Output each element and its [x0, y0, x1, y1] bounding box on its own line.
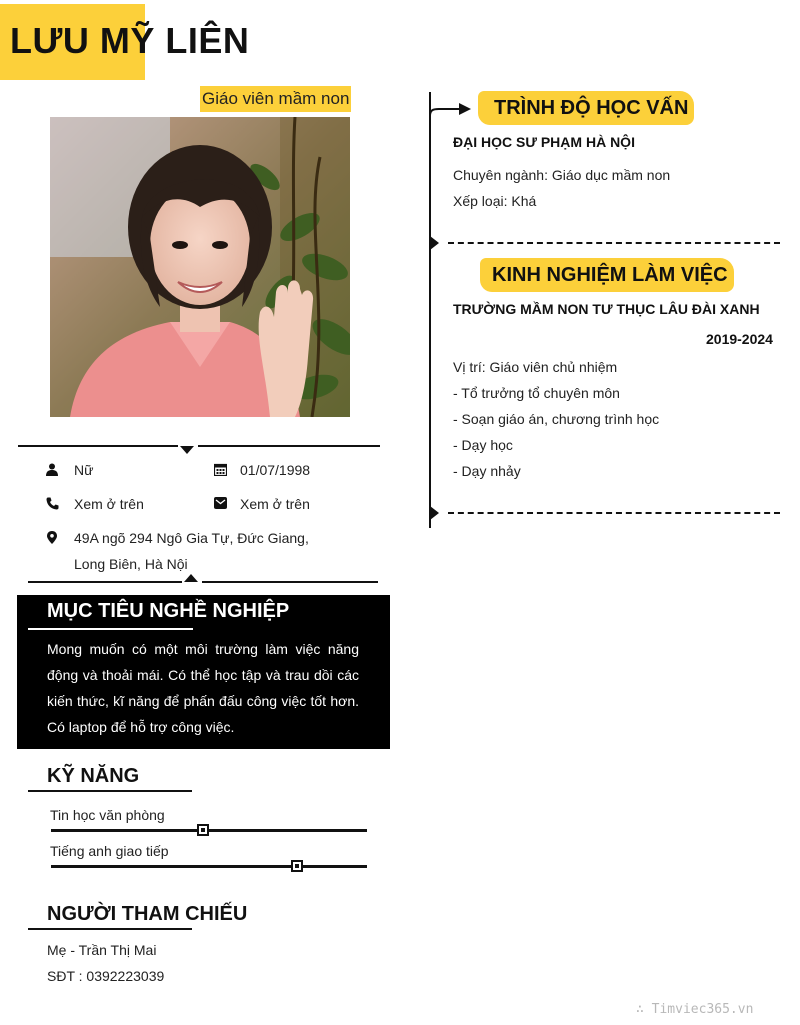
experience-detail: - Dạy nhảy — [453, 463, 521, 479]
objective-underline — [28, 628, 193, 630]
skill-level-knob — [197, 824, 209, 836]
timeline-marker — [430, 506, 439, 520]
calendar-icon — [212, 461, 228, 477]
candidate-name: LƯU MỸ LIÊN — [10, 20, 250, 61]
education-school: ĐẠI HỌC SƯ PHẠM HÀ NỘI — [453, 134, 635, 150]
watermark-text: ∴ Timviec365.vn — [636, 1002, 754, 1017]
experience-detail: Vị trí: Giáo viên chủ nhiệm — [453, 359, 618, 375]
map-marker-icon — [44, 529, 60, 545]
divider-notch — [184, 574, 198, 582]
envelope-icon — [212, 495, 228, 511]
skill-label: Tiếng anh giao tiếp — [50, 843, 169, 859]
experience-detail: - Soạn giáo án, chương trình học — [453, 411, 660, 427]
gender-value: Nữ — [74, 462, 94, 478]
arrow-right-icon — [429, 100, 473, 123]
education-title: TRÌNH ĐỘ HỌC VẤN — [494, 97, 689, 119]
phone-icon — [44, 495, 60, 511]
section-divider — [448, 512, 780, 514]
experience-company: TRƯỜNG MẦM NON TƯ THỤC LÂU ĐÀI XANH — [453, 301, 760, 317]
skills-underline — [28, 790, 192, 792]
education-major: Chuyên ngành: Giáo dục mầm non — [453, 167, 671, 183]
references-underline — [28, 928, 192, 930]
experience-title: KINH NGHIỆM LÀM VIỆC — [492, 264, 728, 286]
objective-text: Mong muốn có một môi trường làm việc năng động và thoải mái. Có thể học tập và trau dồi các kiến thức, kĩ năng để phấn đấu công việc tốt hơn. Có laptop để hỗ trợ công việc. — [47, 641, 359, 735]
divider-right — [198, 445, 380, 447]
skill-label: Tin học văn phòng — [50, 807, 165, 823]
phone-value: Xem ở trên — [74, 496, 144, 512]
objective-title: MỤC TIÊU NGHỀ NGHIỆP — [47, 600, 290, 622]
skills-title: KỸ NĂNG — [47, 765, 140, 787]
job-title: Giáo viên mầm non — [200, 86, 351, 112]
education-grade: Xếp loại: Khá — [453, 193, 537, 209]
reference-line: Mẹ - Trần Thị Mai — [47, 942, 157, 958]
experience-detail: - Dạy học — [453, 437, 513, 453]
skill-track — [51, 865, 367, 868]
divider-left — [28, 581, 182, 583]
email-value: Xem ở trên — [240, 496, 310, 512]
skill-level-knob — [291, 860, 303, 872]
reference-line: SĐT : 0392223039 — [47, 968, 165, 984]
timeline-marker — [430, 236, 439, 250]
dob-value: 01/07/1998 — [240, 462, 311, 478]
references-title: NGƯỜI THAM CHIẾU — [47, 903, 248, 925]
profile-photo — [50, 117, 350, 417]
address-line-2: Long Biên, Hà Nội — [74, 556, 188, 572]
section-divider — [448, 242, 780, 244]
divider-left — [18, 445, 178, 447]
divider-right — [202, 581, 378, 583]
experience-period: 2019-2024 — [706, 331, 773, 347]
experience-detail: - Tổ trưởng tổ chuyên môn — [453, 385, 620, 401]
user-icon — [44, 461, 60, 477]
timeline-line — [429, 92, 431, 528]
address-line-1: 49A ngõ 294 Ngô Gia Tự, Đức Giang, — [74, 530, 309, 546]
skill-track — [51, 829, 367, 832]
divider-notch — [180, 446, 194, 454]
